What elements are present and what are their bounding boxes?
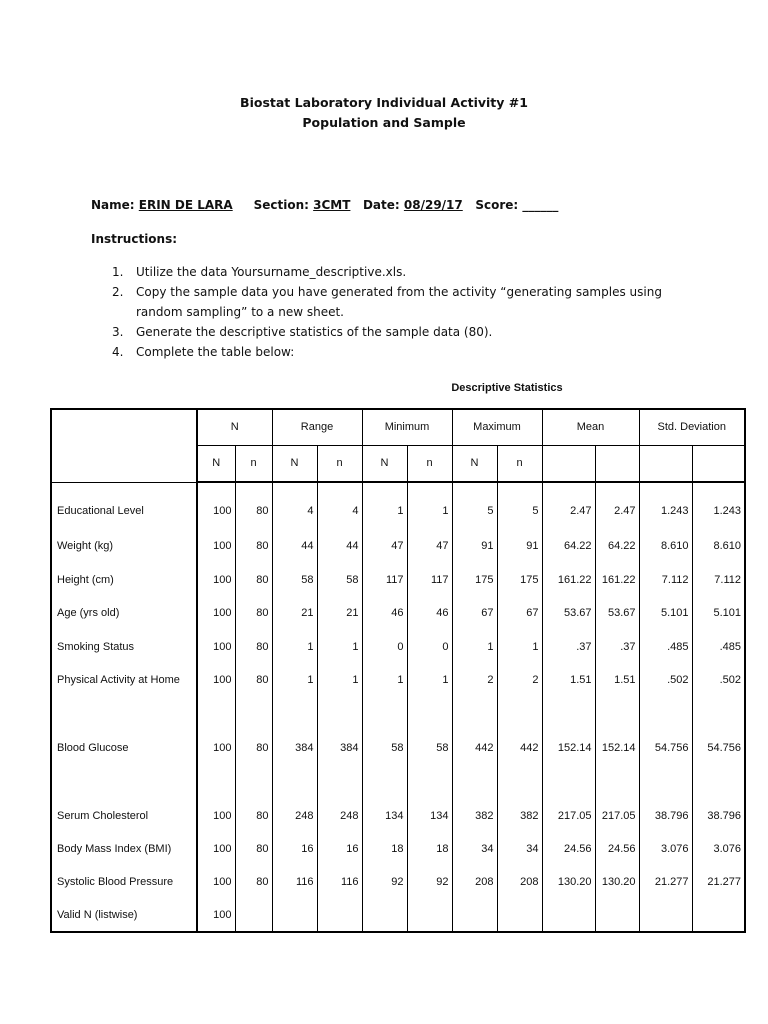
table-cell: 1 (362, 482, 407, 529)
table-cell: 116 (272, 865, 317, 899)
table-cell: 175 (497, 563, 542, 596)
table-cell: 18 (407, 832, 452, 865)
table-cell: 1 (362, 663, 407, 697)
table-cell: 4 (272, 482, 317, 529)
table-cell: 382 (497, 799, 542, 832)
table-cell (542, 899, 595, 932)
table-cell: 134 (362, 799, 407, 832)
table-cell: 5 (452, 482, 497, 529)
table-cell: 64.22 (595, 529, 639, 563)
table-cell: 175 (452, 563, 497, 596)
score-value: ______ (522, 198, 559, 212)
table-cell: 100 (197, 865, 235, 899)
table-cell: 4 (317, 482, 362, 529)
table-cell: 21 (317, 596, 362, 630)
table-cell: 5 (497, 482, 542, 529)
table-cell: 91 (452, 529, 497, 563)
table-cell: .37 (542, 630, 595, 663)
table-cell: 24.56 (542, 832, 595, 865)
table-cell: 80 (235, 697, 272, 799)
table-cell (317, 899, 362, 932)
table-cell: 1 (317, 663, 362, 697)
header-group: Std. Deviation (639, 409, 745, 445)
table-cell: 38.796 (692, 799, 745, 832)
table-cell: 100 (197, 899, 235, 932)
header-sub-empty (542, 445, 595, 482)
table-cell: 117 (362, 563, 407, 596)
row-label: Systolic Blood Pressure (51, 865, 197, 899)
table-cell (595, 899, 639, 932)
table-row (51, 596, 745, 630)
header-group: Range (272, 409, 362, 445)
table-row (51, 663, 745, 697)
table-cell: 100 (197, 832, 235, 865)
instruction-number: 1. (112, 265, 124, 279)
table-cell: 24.56 (595, 832, 639, 865)
table-cell: 1.243 (692, 482, 745, 529)
score-label: Score: (475, 198, 519, 212)
table-cell: 21 (272, 596, 317, 630)
table-cell: 100 (197, 799, 235, 832)
table-cell: 130.20 (595, 865, 639, 899)
descriptive-statistics-table (50, 408, 746, 933)
table-cell: 8.610 (692, 529, 745, 563)
header-sub: N (272, 445, 317, 482)
table-cell: 34 (452, 832, 497, 865)
header-sub: N (452, 445, 497, 482)
header-row-groups (51, 409, 745, 445)
table-cell: 47 (407, 529, 452, 563)
table-cell: 2.47 (595, 482, 639, 529)
table-cell: 5.101 (639, 596, 692, 630)
table-cell: 100 (197, 630, 235, 663)
table-cell: 100 (197, 482, 235, 529)
header-group: Mean (542, 409, 639, 445)
row-label: Smoking Status (51, 630, 197, 663)
table-row (51, 563, 745, 596)
table-cell: 1 (407, 663, 452, 697)
table-cell: 248 (272, 799, 317, 832)
table-cell: 1 (497, 630, 542, 663)
table-cell: 3.076 (692, 832, 745, 865)
table-cell (407, 899, 452, 932)
table-cell (235, 899, 272, 932)
table-cell: 100 (197, 529, 235, 563)
table-cell: 21.277 (639, 865, 692, 899)
instructions-label: Instructions: (91, 232, 178, 246)
table-cell: 58 (317, 563, 362, 596)
table-cell: 161.22 (542, 563, 595, 596)
instruction-number: 2. (112, 285, 124, 299)
header-group: N (197, 409, 272, 445)
table-row (51, 865, 745, 899)
table-cell: 80 (235, 563, 272, 596)
header-group: Maximum (452, 409, 542, 445)
table-cell: 58 (407, 697, 452, 799)
table-cell: 80 (235, 529, 272, 563)
table-cell: .502 (639, 663, 692, 697)
header-sub-empty (639, 445, 692, 482)
table-cell: 54.756 (692, 697, 745, 799)
name-label: Name: (91, 198, 135, 212)
table-cell: 1 (272, 630, 317, 663)
table-cell: 1 (317, 630, 362, 663)
table-cell: 92 (362, 865, 407, 899)
row-label: Educational Level (51, 482, 197, 529)
table-cell: 217.05 (542, 799, 595, 832)
instruction-text: Complete the table below: (136, 345, 295, 359)
table-row (51, 630, 745, 663)
date-label: Date: (362, 198, 400, 212)
instruction-item (112, 322, 692, 342)
table-cell: 44 (317, 529, 362, 563)
date-value: 08/29/17 (403, 198, 463, 212)
table-cell: 7.112 (639, 563, 692, 596)
document-title: Biostat Laboratory Individual Activity #1 (240, 95, 528, 110)
table-cell: .485 (692, 630, 745, 663)
table-cell: 100 (197, 596, 235, 630)
table-cell: 217.05 (595, 799, 639, 832)
table-cell: 64.22 (542, 529, 595, 563)
table-row (51, 799, 745, 832)
document-subtitle: Population and Sample (302, 115, 466, 130)
table-cell: 152.14 (595, 697, 639, 799)
table-cell: 116 (317, 865, 362, 899)
table-cell: 2.47 (542, 482, 595, 529)
instruction-number: 3. (112, 325, 124, 339)
table-cell: 130.20 (542, 865, 595, 899)
table-cell: 208 (497, 865, 542, 899)
table-cell: 67 (497, 596, 542, 630)
header-sub-empty (595, 445, 639, 482)
table-cell (452, 899, 497, 932)
table-cell: 7.112 (692, 563, 745, 596)
table-cell: 100 (197, 663, 235, 697)
table-cell: 134 (407, 799, 452, 832)
row-label: Blood Glucose (51, 697, 197, 799)
instructions-list (112, 262, 692, 362)
table-cell: 0 (362, 630, 407, 663)
table-cell: 58 (362, 697, 407, 799)
instruction-number: 4. (112, 345, 124, 359)
header-sub: n (497, 445, 542, 482)
row-label: Weight (kg) (51, 529, 197, 563)
table-cell: 44 (272, 529, 317, 563)
table-cell: 80 (235, 596, 272, 630)
table-cell: 16 (272, 832, 317, 865)
table-body (51, 409, 745, 932)
table-cell: 161.22 (595, 563, 639, 596)
name-value: ERIN DE LARA (138, 198, 233, 212)
table-cell: 1.51 (542, 663, 595, 697)
header-group: Minimum (362, 409, 452, 445)
table-cell: 80 (235, 630, 272, 663)
section-label: Section: (253, 198, 309, 212)
row-label: Valid N (listwise) (51, 899, 197, 932)
table-cell (272, 899, 317, 932)
table-cell: 38.796 (639, 799, 692, 832)
table-row (51, 482, 745, 529)
table-cell: 47 (362, 529, 407, 563)
table-cell: 80 (235, 663, 272, 697)
table-cell: 1.243 (639, 482, 692, 529)
table-row (51, 899, 745, 932)
table-cell: 21.277 (692, 865, 745, 899)
instruction-text: Generate the descriptive statistics of the sample data (80). (136, 325, 493, 339)
header-sub: n (317, 445, 362, 482)
table-row (51, 697, 745, 799)
header-sub: n (407, 445, 452, 482)
table-cell: 80 (235, 799, 272, 832)
header-sub-empty (692, 445, 745, 482)
table-cell: .37 (595, 630, 639, 663)
table-cell: 384 (317, 697, 362, 799)
table-cell: .485 (639, 630, 692, 663)
table-cell: 1 (272, 663, 317, 697)
table-cell (692, 899, 745, 932)
instruction-text: Copy the sample data you have generated from the activity “generating samples using random sampling” to a new sheet. (136, 285, 662, 319)
table-cell: 117 (407, 563, 452, 596)
table-cell: 54.756 (639, 697, 692, 799)
table-cell: 248 (317, 799, 362, 832)
table-cell: 18 (362, 832, 407, 865)
table-cell: 34 (497, 832, 542, 865)
table-cell: 382 (452, 799, 497, 832)
table-cell: 442 (497, 697, 542, 799)
instruction-item (112, 262, 692, 282)
table-cell: 0 (407, 630, 452, 663)
section-value: 3CMT (313, 198, 351, 212)
table-cell (639, 899, 692, 932)
row-label: Body Mass Index (BMI) (51, 832, 197, 865)
table-cell: 92 (407, 865, 452, 899)
row-label: Height (cm) (51, 563, 197, 596)
instruction-item (112, 342, 692, 362)
table-cell: 152.14 (542, 697, 595, 799)
table-cell: 100 (197, 697, 235, 799)
table-cell: 208 (452, 865, 497, 899)
row-label: Serum Cholesterol (51, 799, 197, 832)
table-cell: 1 (452, 630, 497, 663)
table-cell: 5.101 (692, 596, 745, 630)
header-sub: n (235, 445, 272, 482)
table-cell: 53.67 (595, 596, 639, 630)
corner-cell (51, 409, 197, 482)
table-cell: 53.67 (542, 596, 595, 630)
table-cell: 384 (272, 697, 317, 799)
table-cell: 80 (235, 832, 272, 865)
table-cell: 46 (407, 596, 452, 630)
table-cell: 1.51 (595, 663, 639, 697)
student-info-line (91, 198, 558, 212)
table-cell: 58 (272, 563, 317, 596)
table-caption: Descriptive Statistics (451, 382, 563, 394)
header-sub: N (197, 445, 235, 482)
table-cell: 91 (497, 529, 542, 563)
instruction-text: Utilize the data Yoursurname_descriptive.xls. (136, 265, 407, 279)
table-cell: 2 (497, 663, 542, 697)
table-cell: 80 (235, 482, 272, 529)
row-label: Age (yrs old) (51, 596, 197, 630)
table-cell: 8.610 (639, 529, 692, 563)
table-cell (362, 899, 407, 932)
header-sub: N (362, 445, 407, 482)
instruction-item (112, 282, 692, 322)
table-cell: .502 (692, 663, 745, 697)
table-cell: 80 (235, 865, 272, 899)
row-label: Physical Activity at Home (51, 663, 197, 697)
table-cell: 442 (452, 697, 497, 799)
table-cell: 100 (197, 563, 235, 596)
table-cell: 46 (362, 596, 407, 630)
table-cell: 3.076 (639, 832, 692, 865)
table-row (51, 529, 745, 563)
table-cell: 67 (452, 596, 497, 630)
table-cell: 2 (452, 663, 497, 697)
table-cell: 16 (317, 832, 362, 865)
table-row (51, 832, 745, 865)
table-cell (497, 899, 542, 932)
table-cell: 1 (407, 482, 452, 529)
